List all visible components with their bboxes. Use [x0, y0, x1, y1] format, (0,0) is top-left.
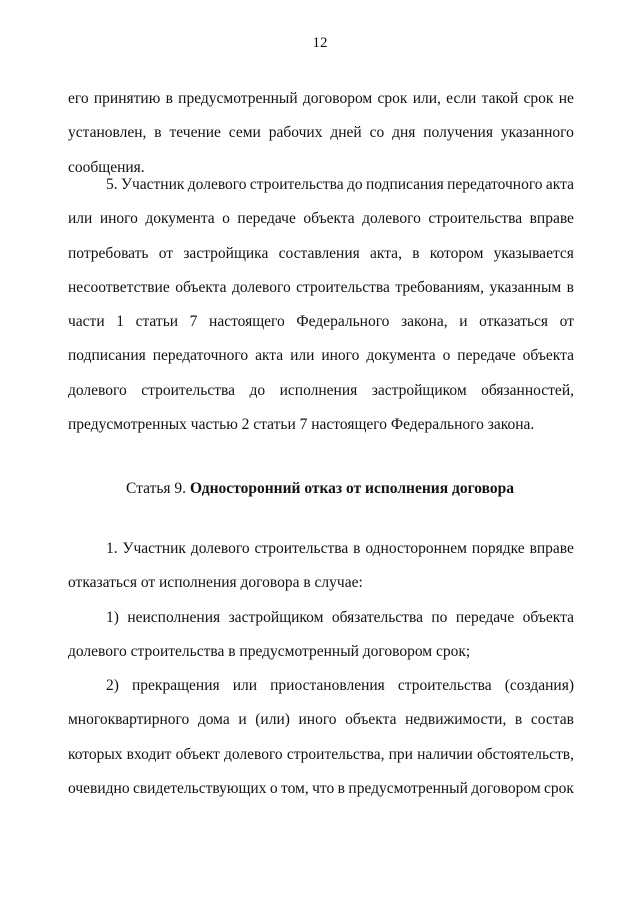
paragraph-item-5 — [68, 168, 574, 442]
article-title: Односторонний отказ от исполнения договора — [189, 480, 514, 497]
text-line: 2) прекращения или приостановления строительства (создания) — [106, 677, 574, 695]
article-label: Статья 9. — [126, 480, 187, 497]
text-line: или иного документа о передаче объекта долевого строительства вправе — [68, 210, 574, 228]
text-line: потребовать от застройщика составления акта, в котором указывается — [68, 244, 574, 262]
text-line: долевого строительства до исполнения застройщиком обязанностей, — [68, 381, 574, 399]
text-line: подписания передаточного акта или иного документа о передаче объекта — [68, 347, 574, 365]
article-heading — [0, 472, 640, 506]
text-line: его принятию в предусмотренный договором срок или, если такой срок не — [68, 90, 574, 107]
text-line: 1. Участник долевого строительства в одностороннем порядке вправе — [106, 540, 574, 557]
text-line: несоответствие объекта долевого строительства требованиям, указанным в — [68, 278, 574, 296]
text-line: сообщения. — [68, 158, 145, 176]
text-line: многоквартирного дома и (или) иного объекта недвижимости, в состав — [68, 711, 574, 729]
text-line: предусмотренных частью 2 статьи 7 настоящего Федерального закона. — [68, 416, 535, 434]
text-line: долевого строительства в предусмотренный договором срок; — [68, 642, 471, 660]
text-line: 1) неисполнения застройщиком обязательства по передаче объекта — [106, 608, 574, 626]
text-line: отказаться от исполнения договора в случае: — [68, 574, 363, 592]
text-line: которых входит объект долевого строительства, при наличии обстоятельств, — [68, 745, 574, 763]
text-line: очевидно свидетельствующих о том, что в предусмотренный договором срок — [68, 780, 574, 798]
text-line: части 1 статьи 7 настоящего Федерального закона, и отказаться от — [68, 313, 574, 331]
paragraph-article-9 — [68, 532, 574, 806]
text-line: установлен, в течение семи рабочих дней со дня получения указанного — [68, 124, 574, 142]
page-number: 12 — [312, 35, 328, 51]
text-line: 5. Участник долевого строительства до подписания передаточного акта — [106, 176, 574, 193]
